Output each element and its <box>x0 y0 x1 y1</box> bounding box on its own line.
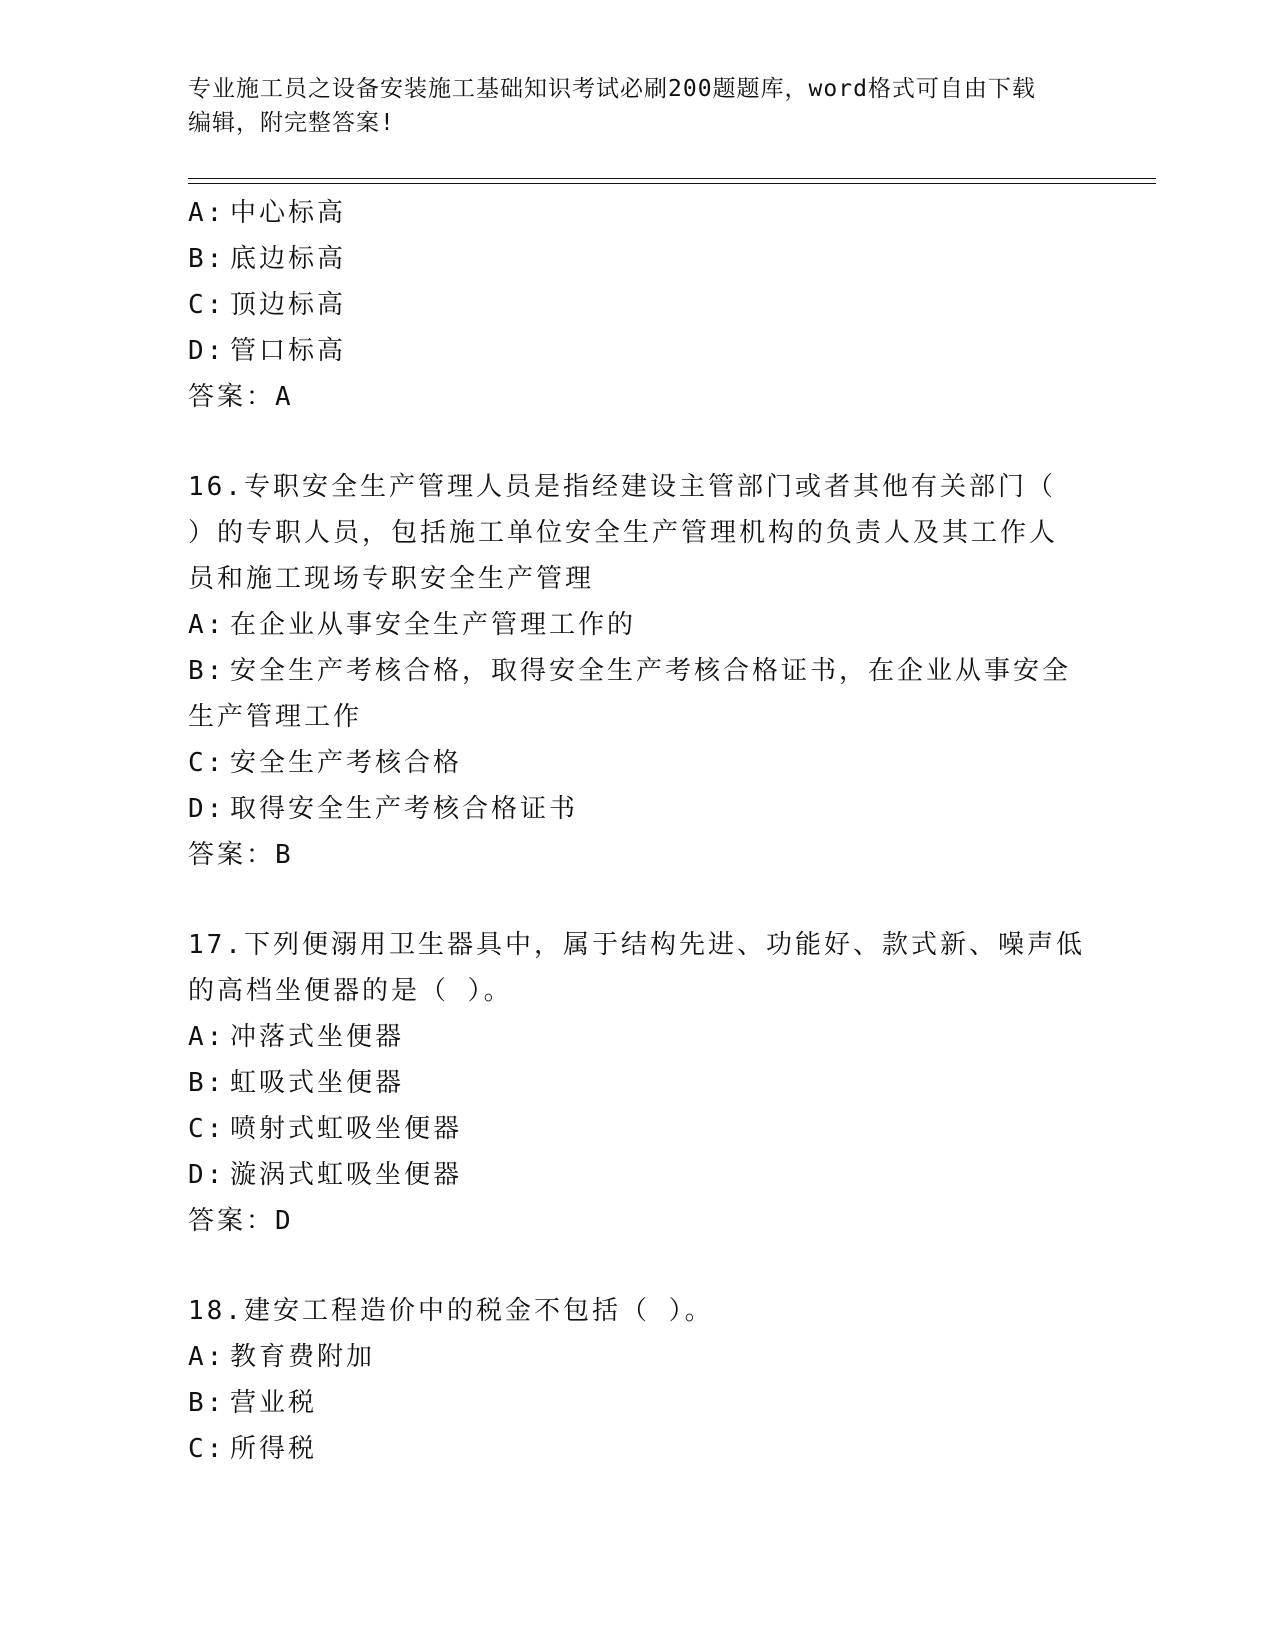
question-16 <box>188 464 1088 878</box>
option-text: 中心标高 <box>230 198 347 228</box>
question-text-line-2: ）的专职人员，包括施工单位安全生产管理机构的负责人及其工作人 <box>188 518 1059 548</box>
option-a <box>188 1014 1088 1060</box>
option-c <box>188 282 1088 328</box>
option-text: 所得税 <box>230 1434 318 1464</box>
option-a <box>188 602 1088 648</box>
option-text: 取得安全生产考核合格证书 <box>230 794 579 824</box>
option-b <box>188 1060 1088 1106</box>
option-b <box>188 1380 1088 1426</box>
header-divider-top <box>188 178 1156 179</box>
option-a <box>188 190 1088 236</box>
option-text: 在企业从事安全生产管理工作的 <box>230 610 637 640</box>
spacer <box>188 420 1088 464</box>
option-b-continuation: 生产管理工作 <box>188 702 363 732</box>
answer-line: 答案：D <box>188 1206 294 1236</box>
option-a <box>188 1334 1088 1380</box>
option-letter: B: <box>188 1388 226 1418</box>
option-d <box>188 1152 1088 1198</box>
question-text-line-1: 16.专职安全生产管理人员是指经建设主管部门或者其他有关部门（ <box>188 472 1056 502</box>
option-letter: C: <box>188 1434 226 1464</box>
option-text: 喷射式虹吸坐便器 <box>230 1114 463 1144</box>
option-letter: C: <box>188 748 226 778</box>
option-text: 管口标高 <box>230 336 347 366</box>
question-text-line-1: 17.下列便溺用卫生器具中，属于结构先进、功能好、款式新、噪声低 <box>188 930 1085 960</box>
option-letter: D: <box>188 794 226 824</box>
option-letter: A: <box>188 1022 226 1052</box>
option-text: 教育费附加 <box>230 1342 376 1372</box>
question-text-line-3: 员和施工现场专职安全生产管理 <box>188 564 595 594</box>
header-title-line-2: 编辑，附完整答案! <box>188 110 395 136</box>
option-letter: A: <box>188 610 226 640</box>
option-text: 安全生产考核合格，取得安全生产考核合格证书，在企业从事安全 <box>230 656 1072 686</box>
option-letter: C: <box>188 1114 226 1144</box>
question-text <box>188 1288 1088 1334</box>
spacer <box>188 1244 1088 1288</box>
option-text: 底边标高 <box>230 244 347 274</box>
question-list <box>188 190 1088 1472</box>
header-divider-bottom <box>188 183 1156 184</box>
option-c <box>188 740 1088 786</box>
spacer <box>188 878 1088 922</box>
answer-line: 答案：B <box>188 840 294 870</box>
question-15 <box>188 190 1088 420</box>
option-d <box>188 328 1088 374</box>
question-text-line-1: 18.建安工程造价中的税金不包括（ ）。 <box>188 1296 714 1326</box>
option-d <box>188 786 1088 832</box>
option-text: 漩涡式虹吸坐便器 <box>230 1160 463 1190</box>
option-b <box>188 236 1088 282</box>
option-letter: C: <box>188 290 226 320</box>
option-text: 顶边标高 <box>230 290 347 320</box>
option-letter: B: <box>188 656 226 686</box>
option-letter: A: <box>188 1342 226 1372</box>
option-letter: B: <box>188 244 226 274</box>
option-text: 营业税 <box>230 1388 318 1418</box>
document-header <box>188 72 1068 140</box>
question-text <box>188 922 1088 1014</box>
option-text: 虹吸式坐便器 <box>230 1068 405 1098</box>
option-letter: B: <box>188 1068 226 1098</box>
option-c <box>188 1106 1088 1152</box>
option-letter: A: <box>188 198 226 228</box>
option-c <box>188 1426 1088 1472</box>
answer-line: 答案：A <box>188 382 294 412</box>
header-title-line-1: 专业施工员之设备安装施工基础知识考试必刷200题题库，word格式可自由下载 <box>188 76 1036 102</box>
option-text: 冲落式坐便器 <box>230 1022 405 1052</box>
question-text <box>188 464 1088 602</box>
option-letter: D: <box>188 336 226 366</box>
option-text: 安全生产考核合格 <box>230 748 463 778</box>
option-letter: D: <box>188 1160 226 1190</box>
option-b <box>188 648 1088 694</box>
question-text-line-2: 的高档坐便器的是（ ）。 <box>188 976 513 1006</box>
question-18 <box>188 1288 1088 1472</box>
question-17 <box>188 922 1088 1244</box>
